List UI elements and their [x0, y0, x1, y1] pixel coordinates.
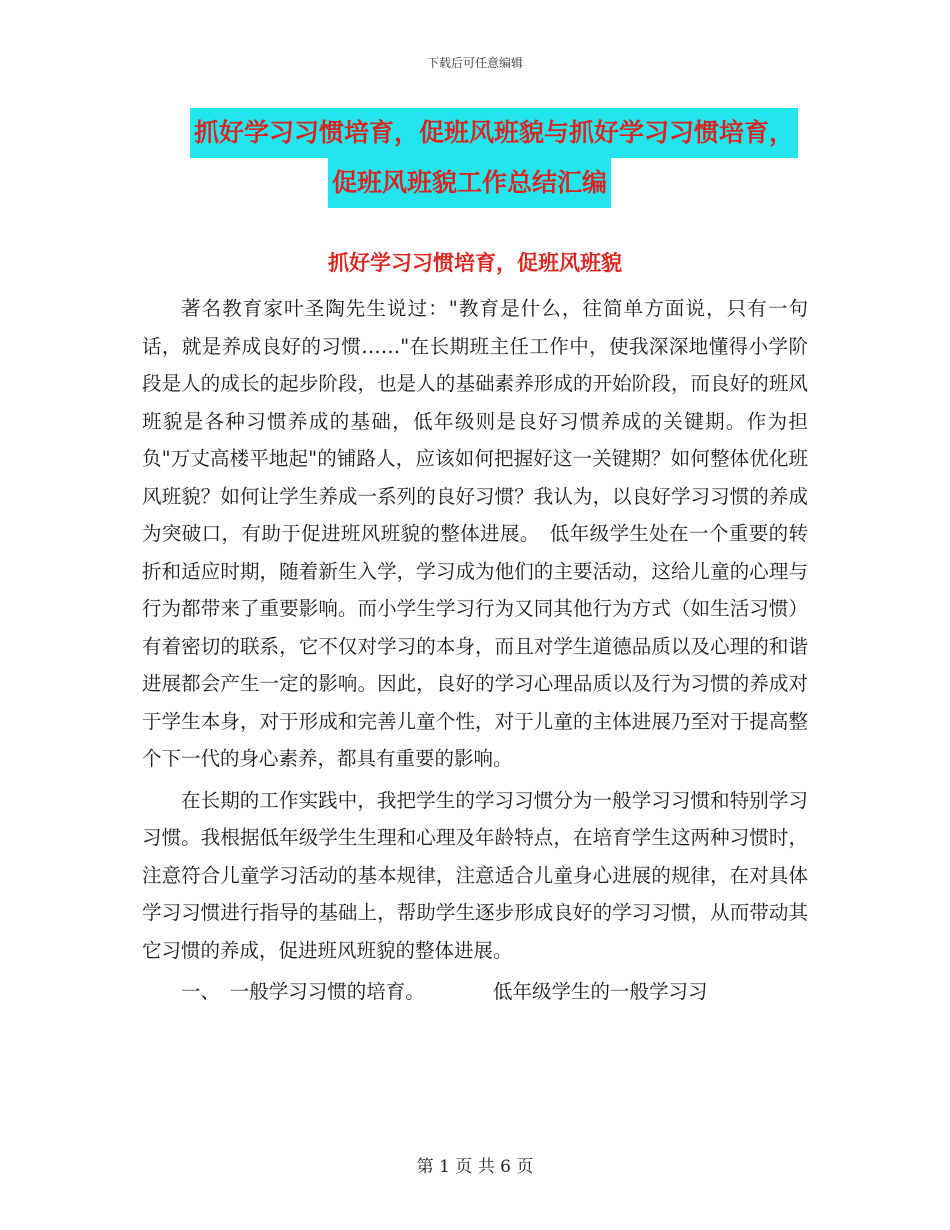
page-footer: 第 1 页 共 6 页 — [416, 1157, 534, 1177]
paragraph-2: 在长期的工作实践中，我把学生的学习习惯分为一般学习习惯和特别学习习惯。我根据低年级学生生理和心理及年龄特点，在培育学生这两种习惯时，注意符合儿童学习活动的基本规律，注意适合儿童身心进展的规律，在对具体学习习惯进行指导的基础上，帮助学生逐步形成良好的学习习惯，从而带动其它习惯的养成，促进班风班貌的整体进展。 — [142, 788, 808, 962]
title-line-1: 抓好学习习惯培育，促班风班貌与抓好学习习惯培育， — [190, 108, 798, 158]
list-item-1: 一、 一般学习习惯的培育。 低年级学生的一般学习习 — [181, 980, 708, 1003]
title-line-2: 促班风班貌工作总结汇编 — [328, 158, 611, 208]
document-body — [142, 290, 808, 1011]
header-note: 下载后可任意编辑 — [426, 56, 523, 70]
section-title: 抓好学习习惯培育，促班风班貌 — [328, 250, 622, 275]
paragraph-1: 著名教育家叶圣陶先生说过："教育是什么，往简单方面说，只有一句话，就是养成良好的习惯……"在长期班主任工作中，使我深深地懂得小学阶段是人的成长的起步阶段，也是人的基础素养形成的开始阶段，而良好的班风班貌是各种习惯养成的基础，低年级则是良好习惯养成的关键期。作为担负"万丈高楼平地起"的铺路人，应该如何把握好这一关键期？如何整体优化班风班貌？如何让学生养成一系列的良好习惯？我认为，以良好学习习惯的养成为突破口，有助于促进班风班貌的整体进展。 低年级学生处在一个重要的转折和适应时期，随着新生入学，学习成为他们的主要活动，这给儿童的心理与行为都带来了重要影响。而小学生学习行为又同其他行为方式（如生活习惯）有着密切的联系，它不仅对学习的本身，而且对学生道德品质以及心理的和谐进展都会产生一定的影响。因此，良好的学习心理品质以及行为习惯的养成对于学生本身，对于形成和完善儿童个性，对于儿童的主体进展乃至对于提高整个下一代的身心素养，都具有重要的影响。 — [142, 297, 808, 770]
document-title — [190, 108, 830, 208]
